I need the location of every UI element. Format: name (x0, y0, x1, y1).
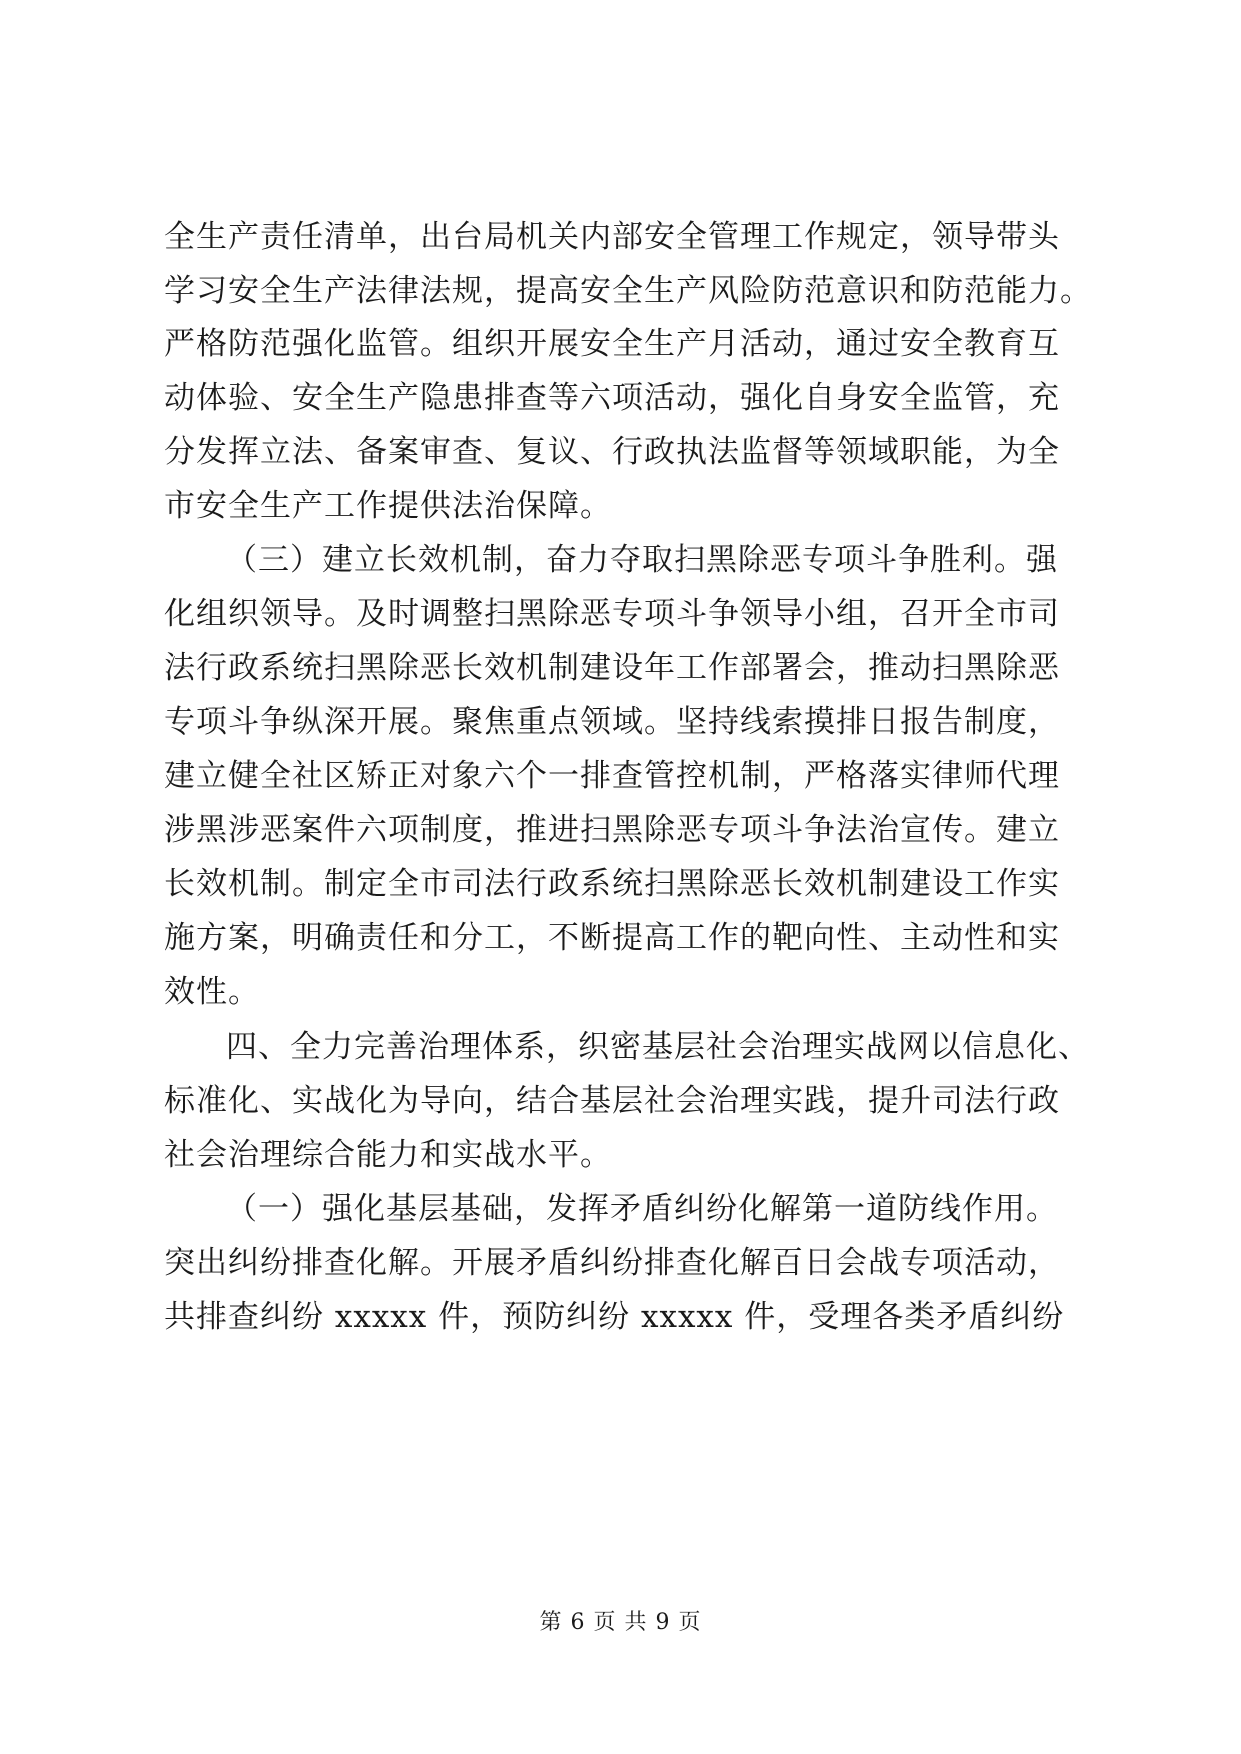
body-line: 建立健全社区矫正对象六个一排查管控机制，严格落实律师代理 (164, 758, 1060, 794)
body-line: 市安全生产工作提供法治保障。 (164, 488, 612, 524)
page-number-footer: 第 6 页 共 9 页 (539, 1610, 702, 1635)
body-line: 严格防范强化监管。组织开展安全生产月活动，通过安全教育互 (164, 326, 1060, 362)
body-line: 法行政系统扫黑除恶长效机制建设年工作部署会，推动扫黑除恶 (164, 650, 1060, 686)
body-line: 施方案，明确责任和分工，不断提高工作的靶向性、主动性和实 (164, 920, 1060, 956)
body-line: 分发挥立法、备案审查、复议、行政执法监督等领域职能，为全 (164, 434, 1060, 470)
body-line: 效性。 (164, 974, 260, 1010)
body-line: 涉黑涉恶案件六项制度，推进扫黑除恶专项斗争法治宣传。建立 (164, 812, 1060, 848)
body-line: 全生产责任清单，出台局机关内部安全管理工作规定，领导带头 (164, 219, 1060, 255)
body-line: 长效机制。制定全市司法行政系统扫黑除恶长效机制建设工作实 (164, 866, 1060, 902)
body-line: 社会治理综合能力和实战水平。 (164, 1137, 612, 1173)
body-line: 动体验、安全生产隐患排查等六项活动，强化自身安全监管，充 (164, 380, 1060, 416)
body-line: 突出纠纷排查化解。开展矛盾纠纷排查化解百日会战专项活动， (164, 1245, 1060, 1281)
body-line: 共排查纠纷 xxxxx 件，预防纠纷 xxxxx 件，受理各类矛盾纠纷 (164, 1299, 1065, 1335)
section-heading-line: （三）建立长效机制，奋力夺取扫黑除恶专项斗争胜利。强 (226, 542, 1058, 578)
body-line: 化组织领导。及时调整扫黑除恶专项斗争领导小组，召开全市司 (164, 596, 1060, 632)
body-line: 专项斗争纵深开展。聚焦重点领域。坚持线索摸排日报告制度， (164, 704, 1060, 740)
body-line: 学习安全生产法律法规，提高安全生产风险防范意识和防范能力。 (164, 273, 1092, 309)
body-line: 标准化、实战化为导向，结合基层社会治理实践，提升司法行政 (164, 1083, 1060, 1119)
section-heading-line: （一）强化基层基础，发挥矛盾纠纷化解第一道防线作用。 (226, 1191, 1058, 1227)
section-heading-line: 四、全力完善治理体系，织密基层社会治理实战网以信息化、 (226, 1029, 1090, 1065)
